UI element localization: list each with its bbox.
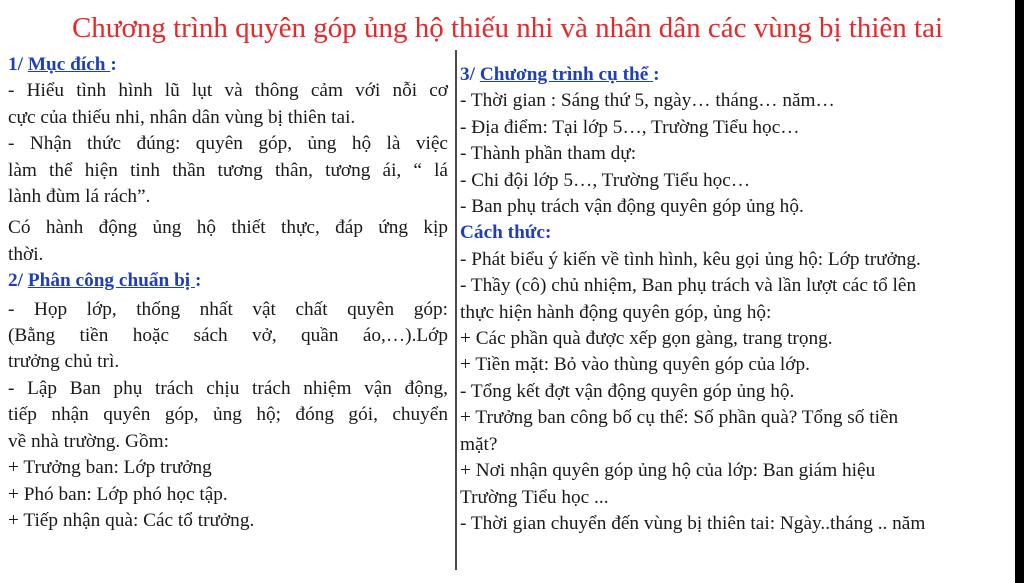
section-label: Chương trình cụ thể xyxy=(479,64,654,85)
program-text xyxy=(460,88,1010,220)
section-number: 3/ xyxy=(460,64,480,85)
section-colon: : xyxy=(195,270,202,292)
text-line: thực hiện hành động quyên góp, ủng hộ: xyxy=(460,301,772,323)
text-line: cực của thiếu nhi, nhân dân vùng bị thiên tai. xyxy=(8,106,356,128)
page-title: Chương trình quyên góp ủng hộ thiếu nhi và nhân dân các vùng bị thiên tai xyxy=(71,12,944,44)
section-colon: : xyxy=(653,64,660,85)
column-divider xyxy=(455,50,457,570)
text-line: + Trưởng ban công bố cụ thể: Số phần quà? Tổng số tiền xyxy=(460,407,899,429)
text-line: - Họp lớp, thống nhất vật chất quyên góp: xyxy=(8,298,448,320)
text-line: + Phó ban: Lớp phó học tập. xyxy=(8,483,228,505)
method-text xyxy=(460,247,1010,537)
right-column xyxy=(460,62,1010,537)
text-line: + Trưởng ban: Lớp trưởng xyxy=(8,457,212,479)
text-line: - Phát biểu ý kiến về tình hình, kêu gọi ủng hộ: Lớp trưởng. xyxy=(460,248,921,270)
text-line: trưởng chủ trì. xyxy=(8,351,120,373)
text-line: - Thời gian : Sáng thứ 5, ngày… tháng… năm… xyxy=(460,90,835,112)
text-line: - Tổng kết đợt vận động quyên góp ủng hộ. xyxy=(460,380,795,402)
text-line: - Thành phần tham dự: xyxy=(460,143,637,165)
section-number: 2/ xyxy=(8,270,28,292)
section-heading-method: Cách thức: xyxy=(460,222,552,244)
purpose-text xyxy=(8,78,448,268)
text-line: + Tiền mặt: Bỏ vào thùng quyên góp của lớp. xyxy=(460,354,810,376)
section-colon: : xyxy=(110,54,117,75)
text-line: tiếp nhận quyên góp, ủng hộ; đóng gói, chuyển xyxy=(8,404,448,426)
section-heading-purpose xyxy=(8,52,448,78)
section-heading-program xyxy=(460,62,1010,88)
text-line: - Lập Ban phụ trách chịu trách nhiệm vận động, xyxy=(8,377,448,399)
text-line: mặt? xyxy=(460,433,498,455)
preparation-text xyxy=(8,297,448,535)
text-line: thời. xyxy=(8,243,44,265)
text-line: - Chi đội lớp 5…, Trường Tiểu học… xyxy=(460,169,751,191)
text-line: - Thời gian chuyển đến vùng bị thiên tai: Ngày..tháng .. năm xyxy=(460,512,926,534)
text-line: làm thể hiện tinh thần tương thân, tương ái, “ lá xyxy=(8,159,448,181)
section-label: Phân công chuẩn bị xyxy=(27,270,195,292)
section-number: 1/ xyxy=(8,54,28,75)
text-line: (Bằng tiền hoặc sách vở, quần áo,…).Lớp xyxy=(8,325,448,347)
text-line: + Các phần quà được xếp gọn gàng, trang trọng. xyxy=(460,328,833,350)
text-line: - Ban phụ trách vận động quyên góp ủng hộ. xyxy=(460,196,804,218)
text-line: + Tiếp nhận quà: Các tổ trưởng. xyxy=(8,509,255,531)
text-line: về nhà trường. Gồm: xyxy=(8,430,169,452)
text-line: - Hiểu tình hình lũ lụt và thông cảm với nỗi cơ xyxy=(8,80,448,102)
section-heading-preparation xyxy=(8,268,448,294)
left-column xyxy=(8,52,448,534)
text-line: Trường Tiểu học ... xyxy=(460,486,609,508)
section-label: Mục đích xyxy=(27,54,111,75)
text-line: - Thầy (cô) chủ nhiệm, Ban phụ trách và lần lượt các tổ lên xyxy=(460,275,917,297)
text-line: Có hành động ủng hộ thiết thực, đáp ứng kịp xyxy=(8,217,448,239)
text-line: lành đùm lá rách”. xyxy=(8,186,151,208)
text-line: + Nơi nhận quyên góp ủng hộ của lớp: Ban giám hiệu xyxy=(460,460,876,482)
text-line: - Nhận thức đúng: quyên góp, ủng hộ là việc xyxy=(8,133,448,155)
text-line: - Địa điểm: Tại lớp 5…, Trường Tiểu học… xyxy=(460,116,800,138)
